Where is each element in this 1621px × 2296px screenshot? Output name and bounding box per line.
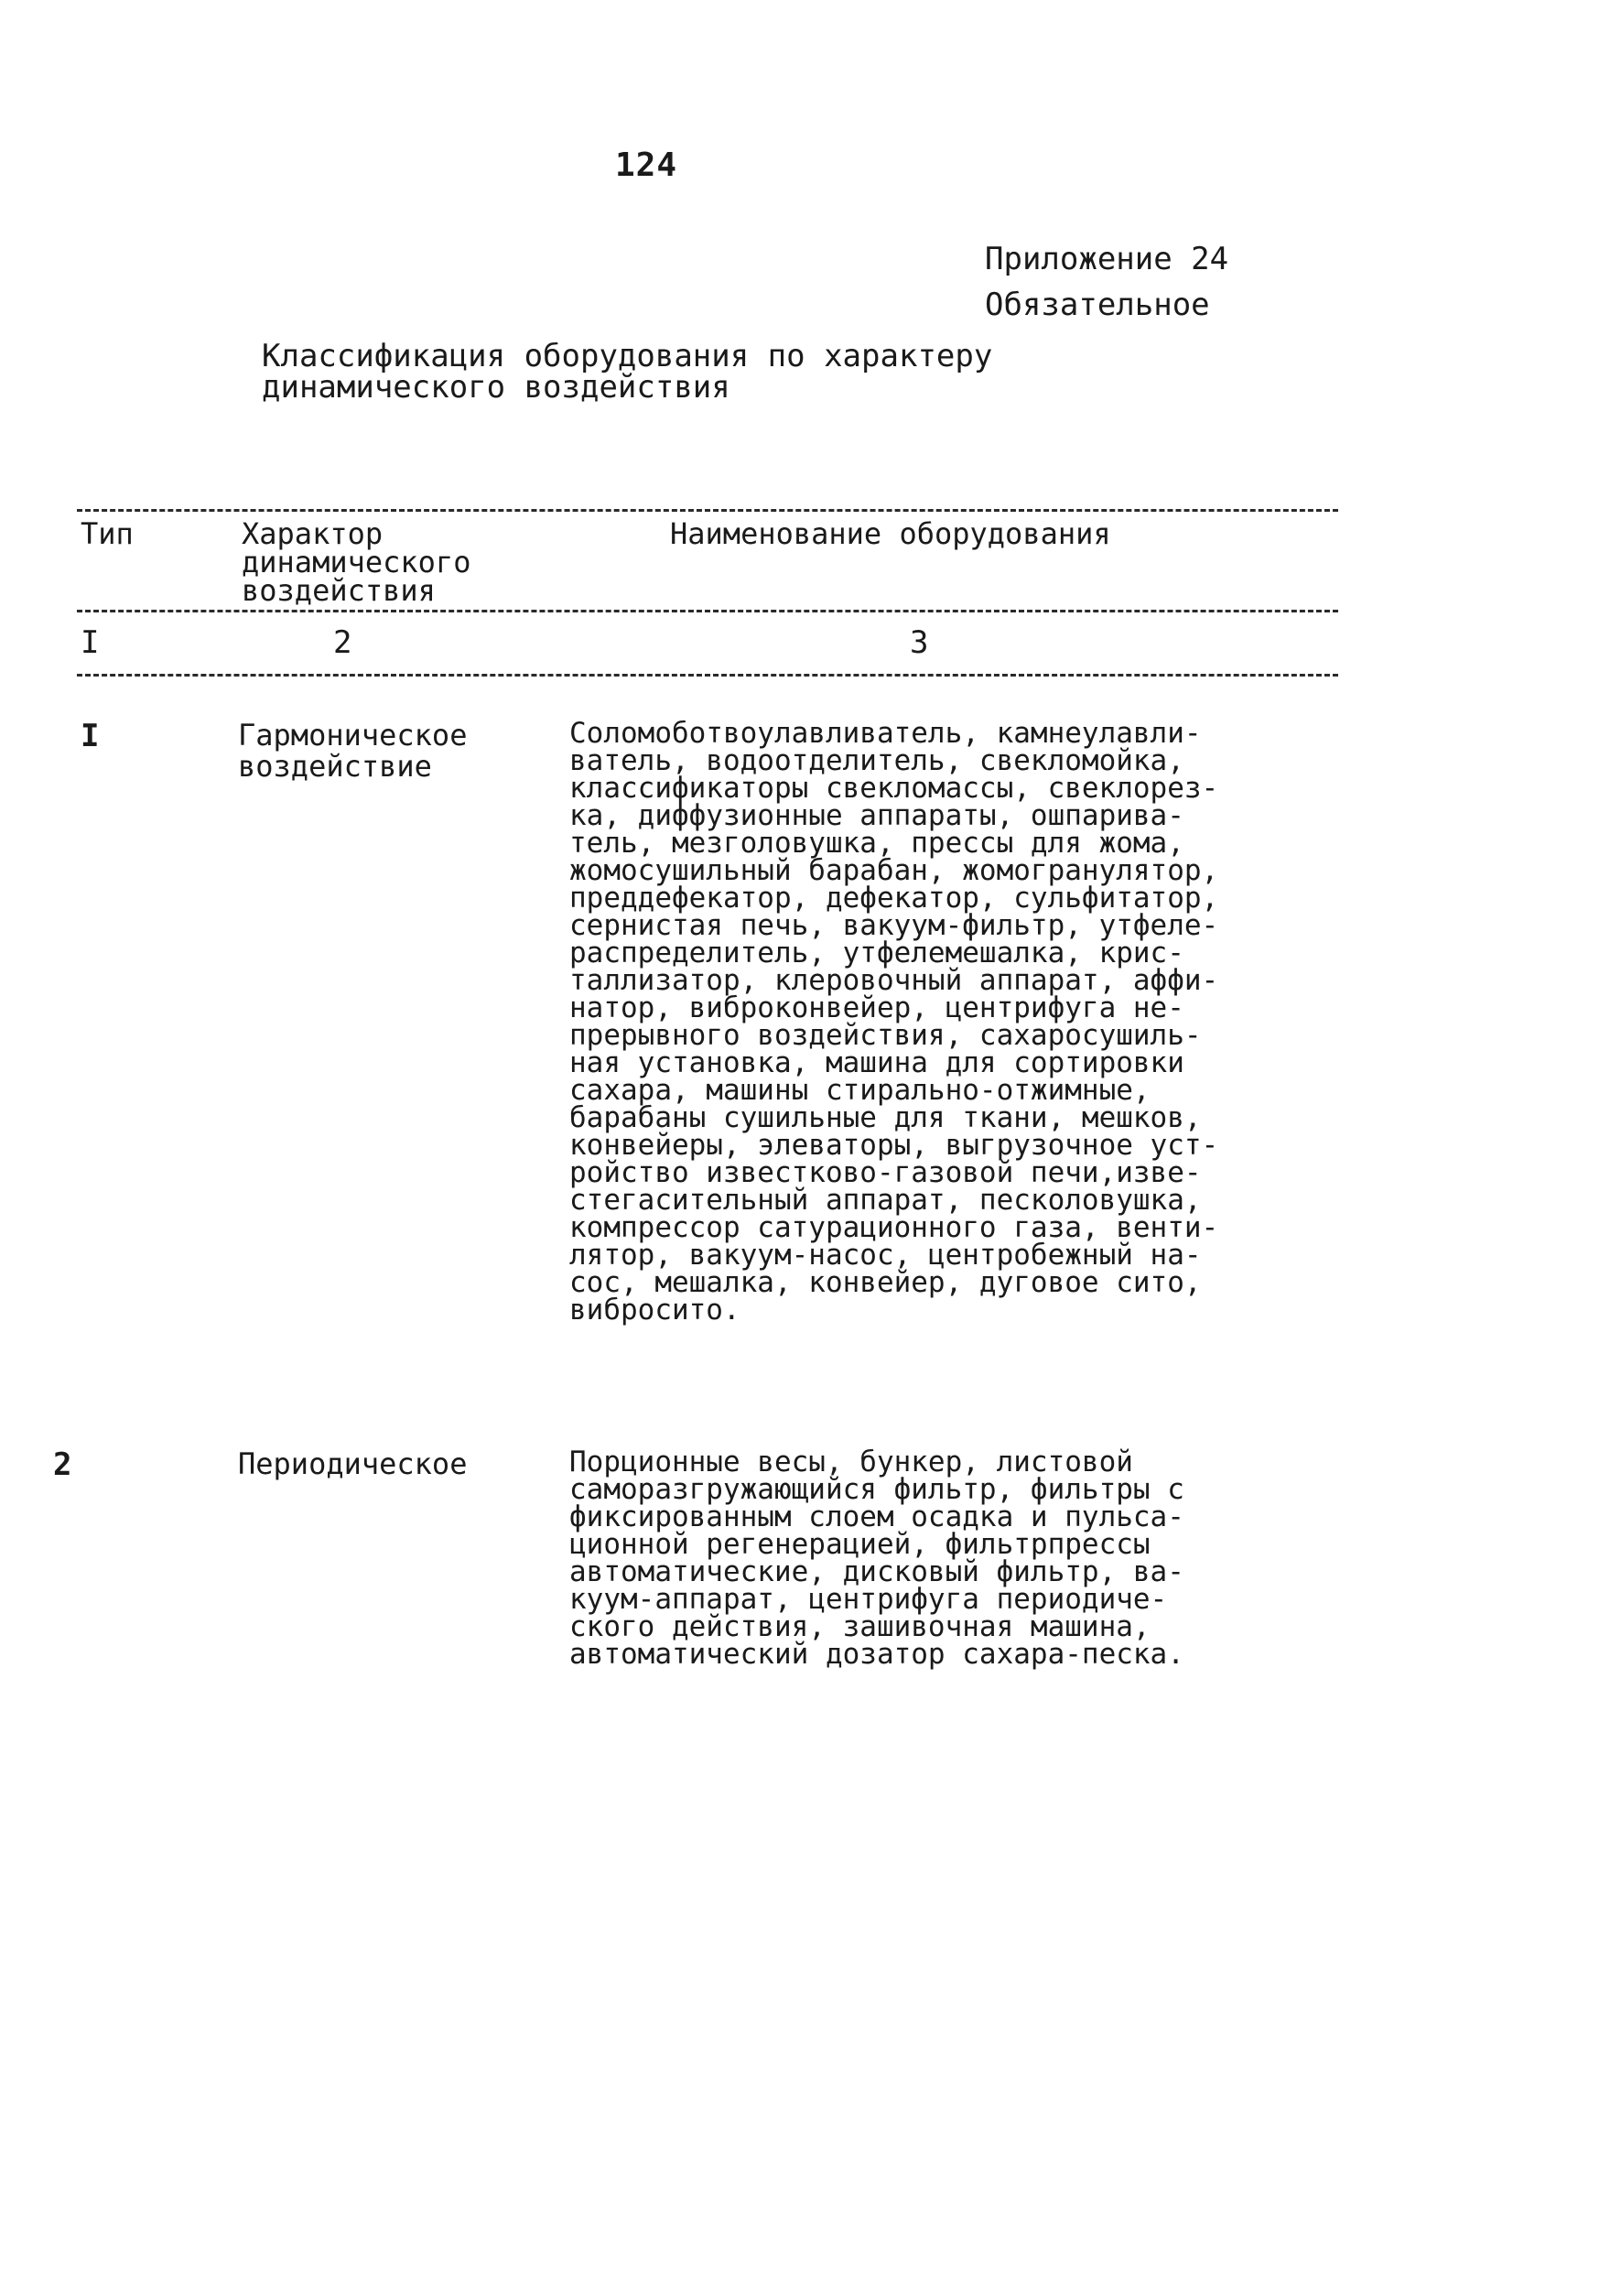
row-2-description-line: автоматический дозатор сахара-песка. <box>569 1638 1184 1671</box>
table-top-rule <box>77 509 1338 512</box>
row-1-description-line: ка, диффузионные аппараты, ошпарива- <box>569 799 1184 832</box>
row-2-description-line: саморазгружающийся фильтр, фильтры с <box>569 1473 1184 1506</box>
row-1-description-line: прерывного воздействия, сахаросушиль- <box>569 1019 1202 1052</box>
row-1-description-line: Соломоботвоулавливатель, камнеулавли- <box>569 717 1202 750</box>
row-1-description-line: классификаторы свекломассы, свеклорез- <box>569 772 1219 805</box>
title-line-1: Классификация оборудования по характеру <box>262 338 993 374</box>
row-2-type: 2 <box>53 1446 72 1483</box>
row-2-description-line: ского действия, зашивочная машина, <box>569 1610 1151 1643</box>
row-1-description-line: ватель, водоотделитель, свекломойка, <box>569 744 1184 777</box>
row-1-description-line: сахара, машины стирально-отжимные, <box>569 1074 1151 1107</box>
document-title <box>262 338 1086 406</box>
column-number-2: 2 <box>333 624 352 661</box>
column-number-3: 3 <box>910 624 929 661</box>
header-character <box>242 516 516 608</box>
row-1-type: I <box>81 718 100 754</box>
row-1-description-line: натор, виброконвейер, центрифуга не- <box>569 991 1184 1024</box>
row-2-description-line: Порционные весы, бункер, листовой <box>569 1446 1133 1478</box>
row-2-description-line: фиксированным слоем осадка и пульса- <box>569 1500 1184 1533</box>
row-1-description-line: распределитель, утфелемешалка, крис- <box>569 937 1184 969</box>
row-1-description-line: вибросито. <box>569 1294 740 1327</box>
row-1-description-line: ройство известково-газовой печи,изве- <box>569 1156 1202 1189</box>
row-2-description-line: автоматические, дисковый фильтр, ва- <box>569 1555 1184 1588</box>
header-equipment-name: Наименование оборудования <box>670 516 1111 551</box>
column-number-1: I <box>81 624 100 661</box>
row-1-character-line: Гармоническое <box>238 718 468 753</box>
page-number: 124 <box>615 146 678 184</box>
row-1-character <box>238 720 540 782</box>
row-2-character <box>238 1448 540 1479</box>
row-1-description-line: преддефекатор, дефекатор, сульфитатор, <box>569 882 1219 915</box>
header-character-line: Характор <box>242 516 384 551</box>
row-1-description-line: стегасительный аппарат, песколовушка, <box>569 1184 1202 1217</box>
row-1-character-line: воздействие <box>238 749 432 784</box>
row-1-description-line: ная установка, машина для сортировки <box>569 1046 1184 1079</box>
row-2-description-line: ционной регенерацией, фильтрпрессы <box>569 1528 1151 1561</box>
appendix-block <box>985 236 1228 328</box>
row-1-description-line: конвейеры, элеваторы, выгрузочное уст- <box>569 1129 1219 1162</box>
row-1-description-line: тель, мезголовушка, прессы для жома, <box>569 827 1184 860</box>
row-1-description-line: лятор, вакуум-насос, центробежный на- <box>569 1239 1202 1272</box>
row-1-description-line: сос, мешалка, конвейер, дуговое сито, <box>569 1266 1202 1299</box>
row-1-description-line: компрессор сатурационного газа, венти- <box>569 1211 1219 1244</box>
title-line-2: динамического воздействия <box>262 369 730 406</box>
row-2-character-line: Периодическое <box>238 1446 468 1481</box>
row-1-description-line: барабаны сушильные для ткани, мешков, <box>569 1101 1202 1134</box>
row-1-description-line: таллизатор, клеровочный аппарат, аффи- <box>569 964 1219 997</box>
row-1-description-line: жомосушильный барабан, жомогранулятор, <box>569 854 1219 887</box>
column-numbers-rule <box>77 674 1338 677</box>
header-character-line: воздействия <box>242 573 436 608</box>
row-2-description-line: куум-аппарат, центрифуга периодиче- <box>569 1583 1168 1616</box>
row-1-description <box>569 717 1302 1327</box>
appendix-status: Обязательное <box>985 287 1210 323</box>
row-1-description-line: сернистая печь, вакуум-фильтр, утфеле- <box>569 909 1219 942</box>
header-type: Тип <box>81 516 134 551</box>
header-bottom-rule <box>77 610 1338 612</box>
appendix-label: Приложение 24 <box>985 241 1229 277</box>
row-2-description <box>569 1446 1302 1671</box>
header-character-line: динамического <box>242 545 471 579</box>
